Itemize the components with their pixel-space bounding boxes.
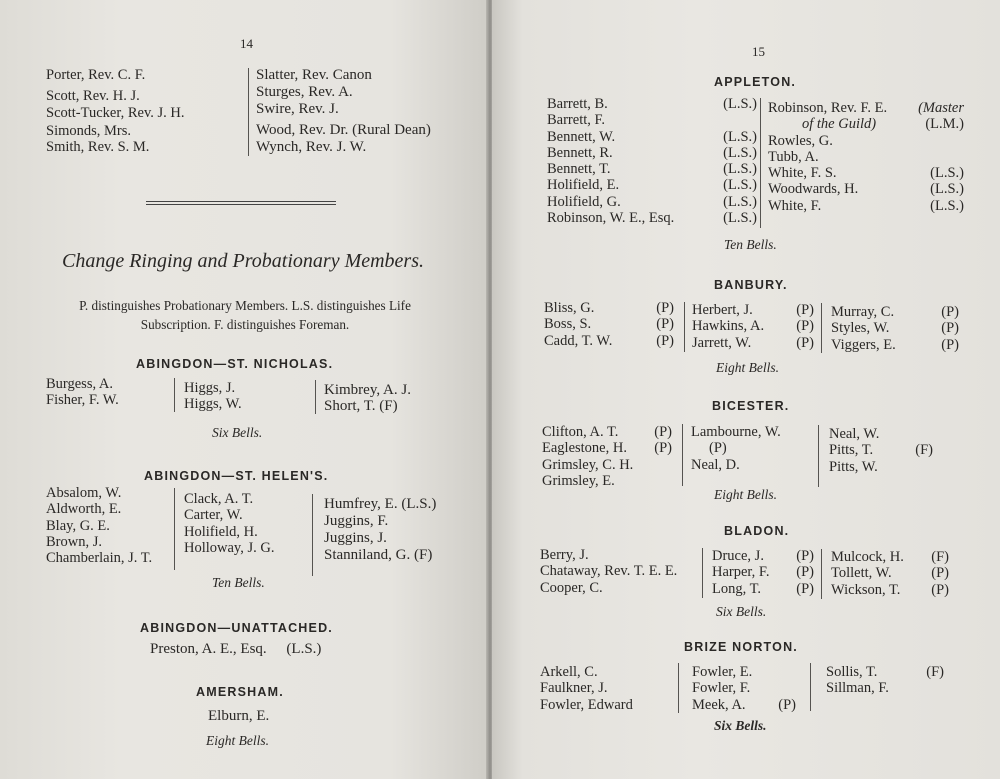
member-name: Woodwards, H. xyxy=(768,181,859,198)
member-name: Fowler, F. xyxy=(692,680,751,697)
member-name: Kimbrey, A. J. xyxy=(324,382,411,398)
page-number: 14 xyxy=(240,36,253,51)
member-name: Juggins, F. xyxy=(324,513,389,529)
member-name: Neal, D. xyxy=(691,456,740,473)
member-name: Bliss, G. xyxy=(544,300,595,316)
member-mark: (P) xyxy=(931,565,949,582)
double-rule xyxy=(146,201,336,202)
legend-line: Subscription. F. distinguishes Foreman. xyxy=(140,317,350,332)
member-name: Arkell, C. xyxy=(540,664,598,680)
bells-note: Ten Bells. xyxy=(724,237,777,252)
member-mark: (P) xyxy=(796,318,814,335)
member-name: Stanniland, G. (F) xyxy=(324,547,433,563)
member-mark: (L.S.) xyxy=(723,96,757,112)
bells-note: Eight Bells. xyxy=(716,360,779,375)
tower-column-2 xyxy=(692,664,796,713)
member-name: Jarrett, W. xyxy=(692,334,752,351)
member-mark: (L.M.) xyxy=(925,116,964,133)
member-mark: (P) xyxy=(654,424,672,440)
tower-heading: ABINGDON—ST. HELEN'S. xyxy=(144,469,329,483)
member-name: Preston, A. E., Esq. xyxy=(150,641,267,657)
member-mark: (P) xyxy=(796,302,814,318)
member-name: Bennett, R. xyxy=(547,144,613,161)
member-mark: (L.S.) xyxy=(930,197,964,214)
member-name: Absalom, W. xyxy=(46,485,122,501)
member-mark: (P) xyxy=(796,564,814,581)
member-name: Juggins, J. xyxy=(324,530,387,546)
bells-note: Six Bells. xyxy=(716,604,767,619)
column-divider xyxy=(684,302,685,352)
member-mark: (F) xyxy=(931,549,949,565)
tower-column-2 xyxy=(184,380,242,413)
member-name: Styles, W. xyxy=(831,320,890,337)
member-mark: (L.S.) xyxy=(930,181,964,198)
member-name: Blay, G. E. xyxy=(46,517,110,534)
member-name: Elburn, E. xyxy=(208,708,270,724)
member-name: Faulkner, J. xyxy=(540,680,608,697)
member-name: Grimsley, C. H. xyxy=(542,456,634,473)
member-name: Carter, W. xyxy=(184,507,243,524)
member-mark: (F) xyxy=(926,664,944,680)
tower-heading: BRIZE NORTON. xyxy=(684,640,798,654)
member-mark: (P) xyxy=(656,300,674,316)
tower-column-1 xyxy=(46,376,119,409)
column-divider xyxy=(678,663,679,713)
tower-column-2 xyxy=(691,424,781,473)
legend-line: P. distinguishes Probationary Members. L.S. distinguishes Life xyxy=(79,298,411,313)
tower-column-3 xyxy=(324,382,411,415)
tower-column-1 xyxy=(46,485,152,566)
tower-column-2 xyxy=(184,491,274,556)
column-divider xyxy=(174,488,175,570)
bells-note: Eight Bells. xyxy=(206,733,269,748)
column-divider xyxy=(174,378,175,412)
tower-column-1 xyxy=(540,547,677,596)
member-name: Grimsley, E. xyxy=(542,472,615,489)
member-name: Swire, Rev. J. xyxy=(256,101,339,117)
member-name: Sillman, F. xyxy=(826,680,889,697)
continued-column-1 xyxy=(46,67,185,155)
member-name: Wood, Rev. Dr. (Rural Dean) xyxy=(256,122,431,138)
member-name: Lambourne, W. xyxy=(691,424,781,440)
member-name: Fowler, E. xyxy=(692,664,753,680)
member-mark: (P) xyxy=(941,336,959,353)
column-divider xyxy=(810,663,811,711)
tower-heading: ABINGDON—ST. NICHOLAS. xyxy=(136,357,334,371)
member-title: (Master xyxy=(918,100,964,116)
member-name: Berry, J. xyxy=(540,547,589,563)
right-page xyxy=(492,0,1000,779)
single-member xyxy=(150,641,321,657)
tower-column-1 xyxy=(547,96,757,226)
bells-note: Ten Bells. xyxy=(212,575,265,590)
member-name: Herbert, J. xyxy=(692,302,753,318)
member-name: Druce, J. xyxy=(712,548,764,564)
tower-column-3 xyxy=(826,664,944,697)
member-name: Bennett, W. xyxy=(547,128,616,145)
member-name: Chataway, Rev. T. E. E. xyxy=(540,563,678,580)
section-title: Change Ringing and Probationary Members. xyxy=(62,250,425,272)
member-name: Mulcock, H. xyxy=(831,549,904,565)
member-title: of the Guild) xyxy=(802,116,877,133)
tower-column-2 xyxy=(712,548,814,597)
member-mark: (L.S.) xyxy=(930,165,964,182)
bells-note: Six Bells. xyxy=(212,425,263,440)
member-mark: (P) xyxy=(941,320,959,337)
column-divider xyxy=(248,68,249,156)
member-name: Cadd, T. W. xyxy=(544,332,613,349)
member-name: Higgs, J. xyxy=(184,380,236,396)
member-name: Brown, J. xyxy=(46,533,102,550)
member-name: Robinson, Rev. F. E. xyxy=(768,100,888,116)
member-mark: (P) xyxy=(778,696,796,713)
member-name: Long, T. xyxy=(712,580,762,597)
member-mark: (P) xyxy=(796,548,814,564)
member-name: Pitts, W. xyxy=(829,458,878,475)
member-mark: (L.S.) xyxy=(723,161,757,178)
member-name: Holifield, E. xyxy=(547,177,620,194)
member-mark: (L.S.) xyxy=(723,177,757,194)
column-divider xyxy=(682,424,683,486)
member-mark: (P) xyxy=(941,304,959,320)
member-name: Fowler, Edward xyxy=(540,696,633,713)
member-name: Burgess, A. xyxy=(46,376,114,392)
tower-column-3 xyxy=(324,496,436,564)
member-name: Viggers, E. xyxy=(831,336,896,353)
tower-heading: ABINGDON—UNATTACHED. xyxy=(140,621,333,635)
member-name: Porter, Rev. C. F. xyxy=(46,67,146,83)
member-name: Smith, Rev. S. M. xyxy=(46,139,150,156)
column-divider xyxy=(821,303,822,353)
member-mark: (P) xyxy=(796,580,814,597)
tower-column-1 xyxy=(540,664,633,713)
member-mark: (L.S.) xyxy=(723,193,757,210)
tower-column-3 xyxy=(829,426,933,475)
member-name: Harper, F. xyxy=(712,564,770,581)
member-name: Wynch, Rev. J. W. xyxy=(256,139,367,155)
continued-column-2 xyxy=(256,67,431,156)
tower-heading: BANBURY. xyxy=(714,278,788,292)
member-name: White, F. S. xyxy=(768,165,837,182)
member-name: Cooper, C. xyxy=(540,579,603,596)
member-name: Humfrey, E. (L.S.) xyxy=(324,496,437,512)
tower-column-3 xyxy=(831,549,949,598)
tower-column-1 xyxy=(542,424,672,489)
member-name: Bennett, T. xyxy=(547,161,611,178)
member-mark: (P) xyxy=(796,334,814,351)
member-mark: (P) xyxy=(654,440,672,457)
column-divider xyxy=(821,549,822,599)
member-name: Pitts, T. xyxy=(829,442,874,459)
tower-column-2 xyxy=(768,100,964,214)
member-name: Barrett, B. xyxy=(547,96,608,112)
member-mark: (P) xyxy=(709,440,727,457)
member-name: Neal, W. xyxy=(829,426,880,442)
member-name: Robinson, W. E., Esq. xyxy=(547,210,675,227)
page-number: 15 xyxy=(752,44,765,59)
tower-heading: APPLETON. xyxy=(714,75,797,89)
column-divider xyxy=(760,98,761,228)
tower-column-1 xyxy=(544,300,674,349)
member-name: Holifield, H. xyxy=(184,523,258,540)
member-name: Hawkins, A. xyxy=(692,318,765,335)
member-name: Chamberlain, J. T. xyxy=(46,550,153,567)
column-divider xyxy=(818,425,819,487)
member-name: Holloway, J. G. xyxy=(184,539,275,556)
member-name: Boss, S. xyxy=(544,316,592,333)
tower-column-3 xyxy=(831,304,959,353)
member-name: Scott, Rev. H. J. xyxy=(46,88,140,105)
member-mark: (L.S.) xyxy=(723,144,757,161)
double-rule xyxy=(146,204,336,205)
member-name: Aldworth, E. xyxy=(46,501,122,518)
member-name: Sturges, Rev. A. xyxy=(256,84,353,100)
member-name: Barrett, F. xyxy=(547,112,606,129)
member-name: Simonds, Mrs. xyxy=(46,122,132,139)
member-name: Murray, C. xyxy=(831,304,895,320)
member-name: Scott-Tucker, Rev. J. H. xyxy=(46,104,185,121)
member-name: Short, T. (F) xyxy=(324,398,398,415)
tower-column-2 xyxy=(692,302,814,351)
member-name: Meek, A. xyxy=(692,696,746,713)
column-divider xyxy=(312,494,313,576)
bells-note: Six Bells. xyxy=(714,718,767,733)
member-name: Rowles, G. xyxy=(768,132,833,149)
bells-note: Eight Bells. xyxy=(714,487,777,502)
member-name: Clack, A. T. xyxy=(184,491,254,507)
tower-heading: BICESTER. xyxy=(712,399,790,413)
member-mark: (L.S.) xyxy=(723,210,757,227)
member-name: Wickson, T. xyxy=(831,581,901,598)
tower-heading: BLADON. xyxy=(724,524,790,538)
member-mark: (L.S.) xyxy=(723,128,757,145)
member-name: White, F. xyxy=(768,197,822,214)
tower-heading: AMERSHAM. xyxy=(196,685,284,699)
member-name: Higgs, W. xyxy=(184,396,242,413)
member-name: Clifton, A. T. xyxy=(542,424,619,440)
member-name: Slatter, Rev. Canon xyxy=(256,67,372,83)
column-divider xyxy=(702,548,703,598)
member-name: Holifield, G. xyxy=(547,193,621,210)
member-name: Tubb, A. xyxy=(768,148,819,165)
member-mark: (F) xyxy=(915,442,933,459)
legend-note xyxy=(40,296,450,334)
member-name: Eaglestone, H. xyxy=(542,440,627,457)
member-name: Fisher, F. W. xyxy=(46,392,119,409)
member-name: Tollett, W. xyxy=(831,565,892,582)
left-page xyxy=(0,0,488,779)
member-mark: (P) xyxy=(656,316,674,333)
column-divider xyxy=(315,380,316,414)
member-mark: (L.S.) xyxy=(286,641,322,657)
member-mark: (P) xyxy=(931,581,949,598)
member-name: Sollis, T. xyxy=(826,664,878,680)
member-mark: (P) xyxy=(656,332,674,349)
